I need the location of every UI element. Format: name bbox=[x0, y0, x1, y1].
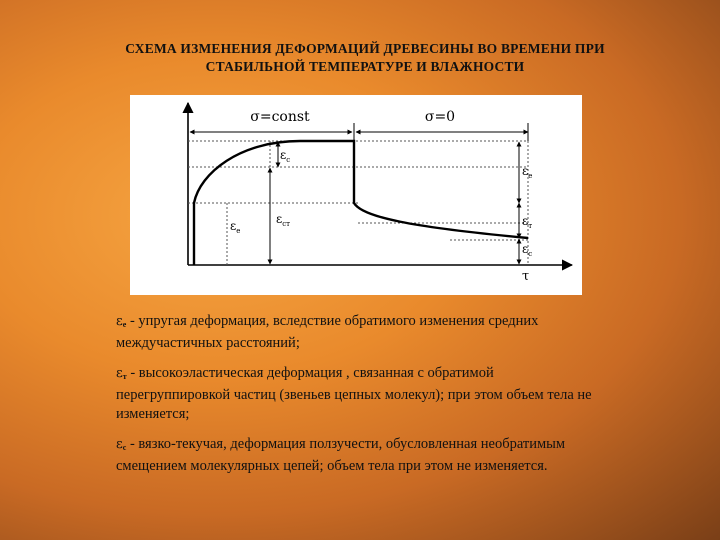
definition-text: - вязко-текучая, деформация ползучести, обусловленная необратимым смещением молекулярных цепей; объем тела при этом не изменяется. bbox=[116, 436, 566, 474]
sigma-const-label: σ=const bbox=[250, 109, 310, 125]
eps-c-right-label: $\varepsilon_с$ bbox=[522, 242, 533, 258]
title-line-1: СХЕМА ИЗМЕНЕНИЯ ДЕФОРМАЦИЙ ДРЕВЕСИНЫ ВО ВРЕМЕНИ ПРИ bbox=[125, 41, 605, 56]
eps-c-label: $\varepsilon_с$ bbox=[280, 148, 291, 164]
time-axis-label: τ bbox=[522, 269, 530, 284]
definition-symbol: ε bbox=[116, 437, 123, 452]
definition-elastic bbox=[116, 312, 606, 353]
definition-subscript: т bbox=[122, 372, 127, 381]
deformation-diagram bbox=[130, 95, 582, 295]
definition-symbol: ε bbox=[116, 366, 123, 381]
guide-lines bbox=[188, 141, 528, 265]
definition-text: - высокоэластическая деформация , связанная с обратимой перегруппировкой частиц (звеньев цепных молекул); при этом объем тела не изменяется; bbox=[116, 365, 592, 422]
definition-subscript: с bbox=[122, 443, 127, 452]
eps-e-right-label: $\varepsilon_е$ bbox=[522, 164, 533, 180]
definition-subscript: е bbox=[122, 320, 127, 329]
eps-ct-label: $\varepsilon_{ст}$ bbox=[276, 212, 291, 228]
definition-high-elastic bbox=[116, 364, 606, 424]
sigma-zero-label: σ=0 bbox=[424, 109, 456, 125]
definition-viscous-flow bbox=[116, 435, 606, 476]
eps-e-left-label: $\varepsilon_е$ bbox=[230, 219, 241, 235]
title-line-2: СТАБИЛЬНОЙ ТЕМПЕРАТУРЕ И ВЛАЖНОСТИ bbox=[205, 59, 525, 74]
definition-symbol: ε bbox=[116, 314, 123, 329]
definitions-list bbox=[116, 312, 606, 487]
definition-text: - упругая деформация, вследствие обратимого изменения средних междучастичных расстояний; bbox=[116, 313, 539, 351]
deformation-diagram-svg bbox=[130, 95, 582, 295]
slide-title bbox=[60, 40, 670, 76]
eps-t-right-label: $\varepsilon_т$ bbox=[522, 214, 533, 230]
